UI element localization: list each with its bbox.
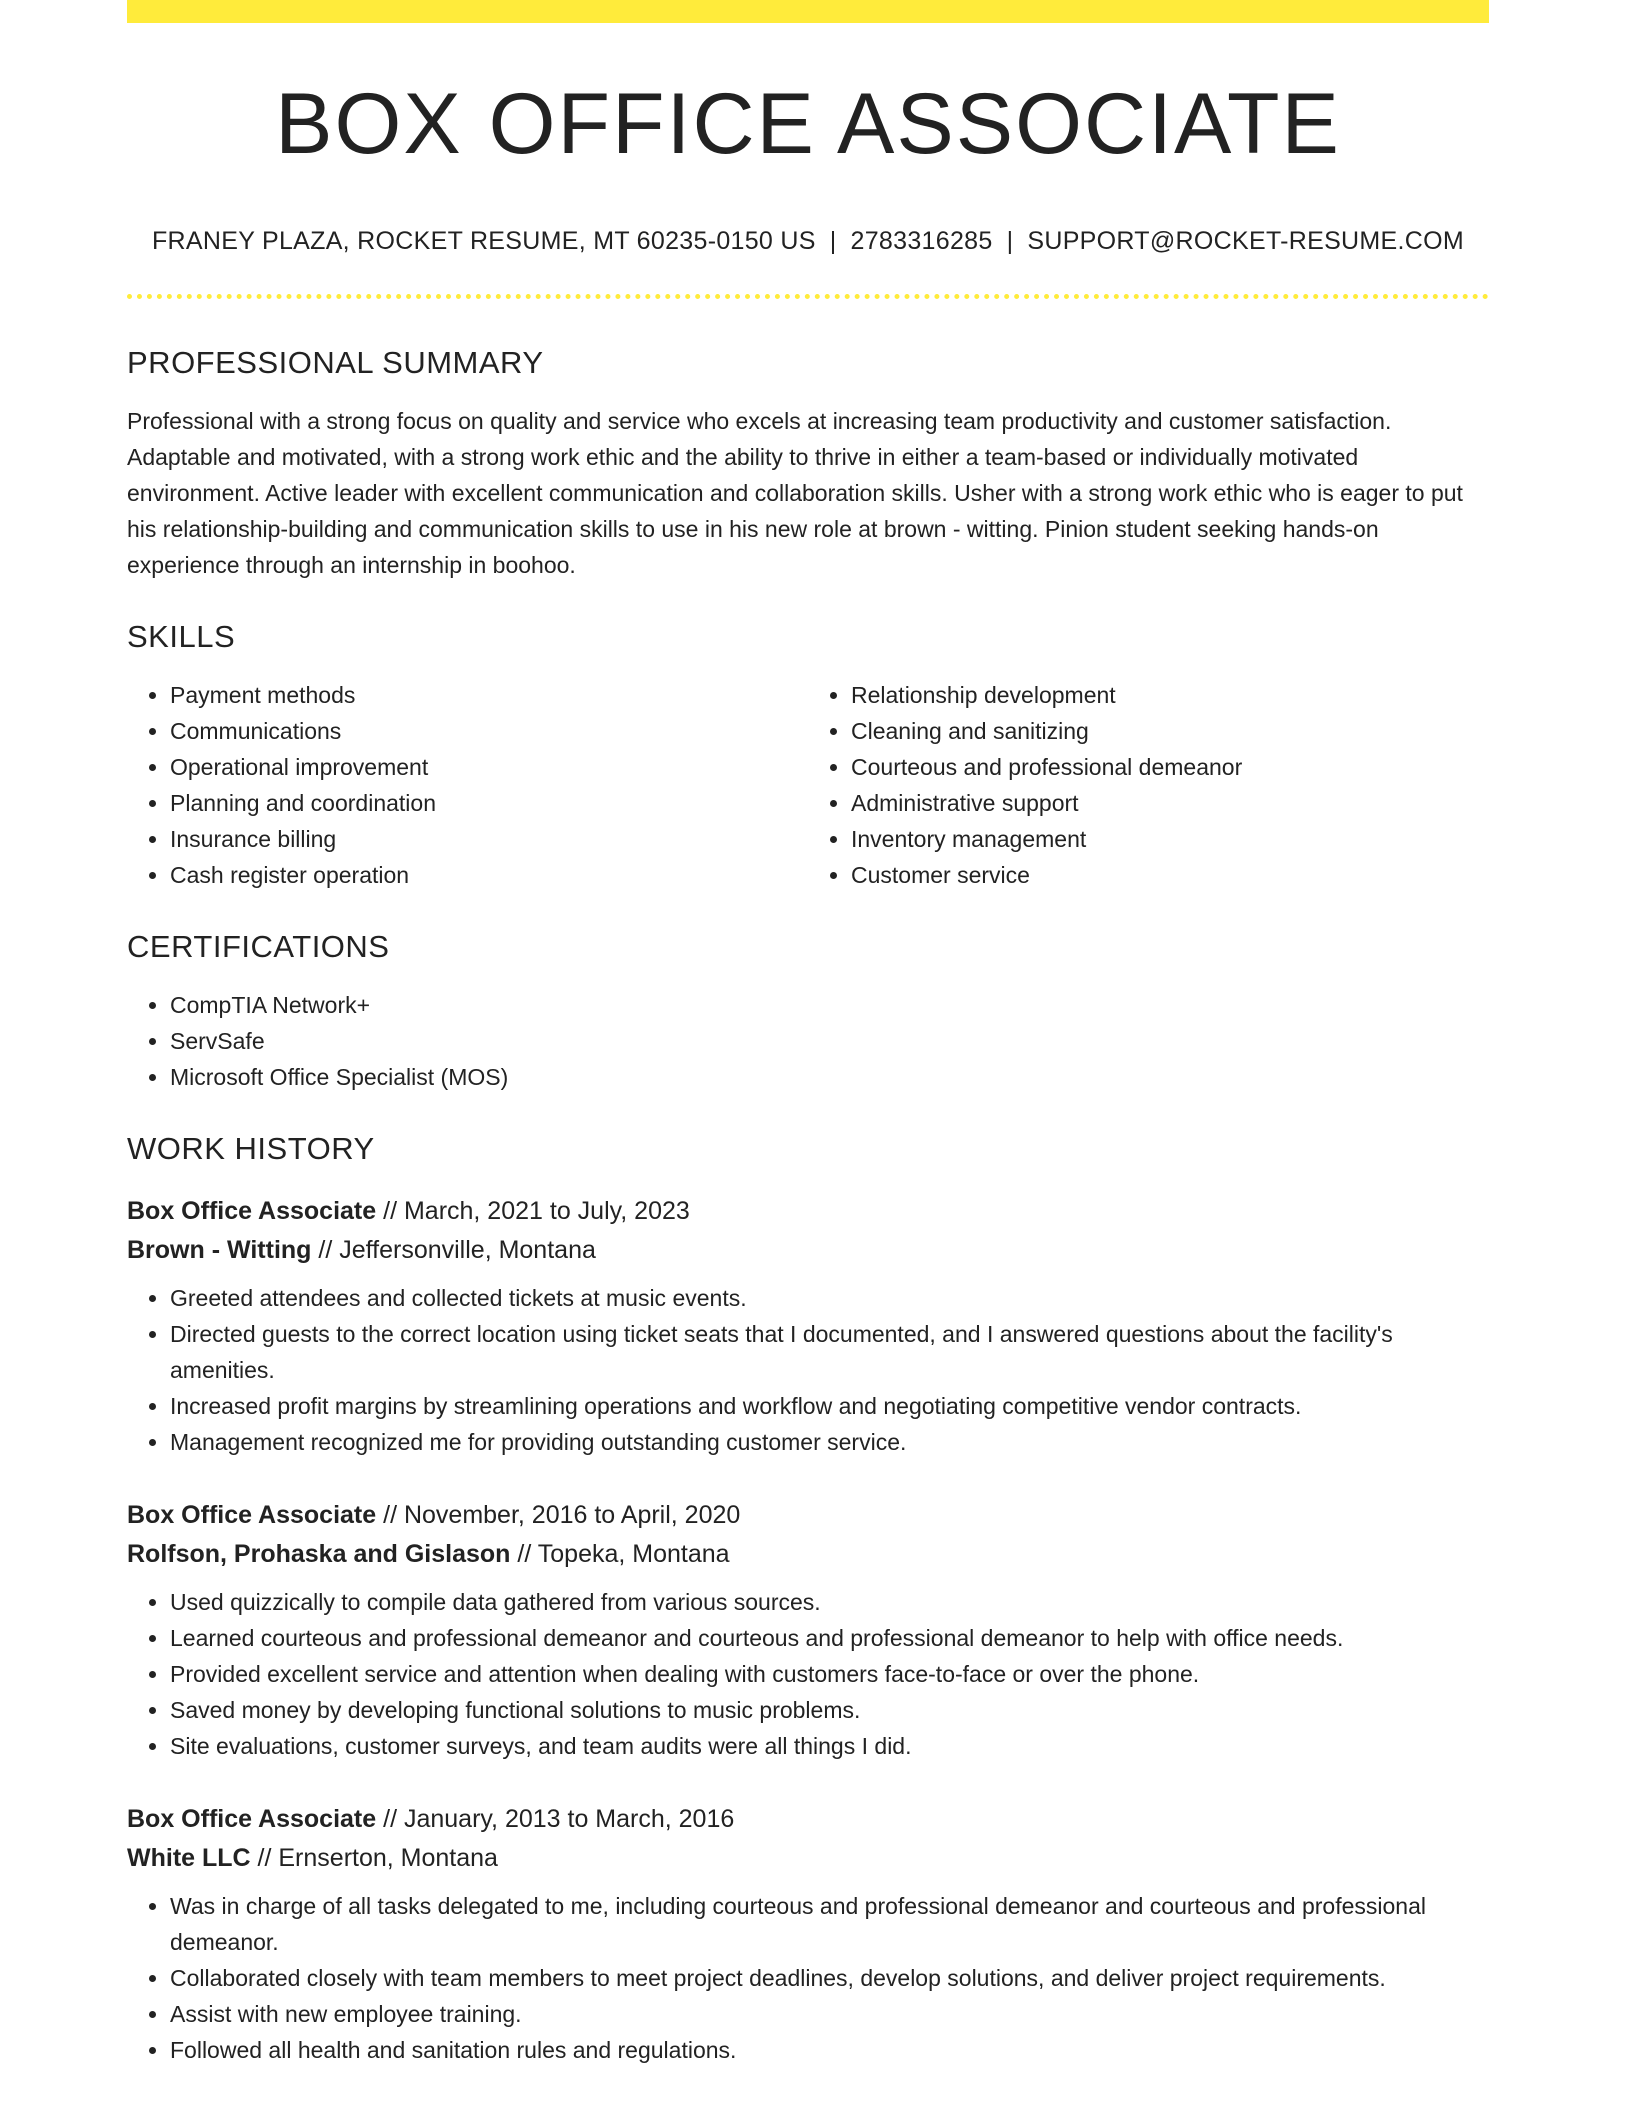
skill-item: • Payment methods	[170, 677, 808, 713]
skill-item: • Relationship development	[851, 677, 1489, 713]
skill-item: • Communications	[170, 713, 808, 749]
skills-list-left	[127, 677, 808, 893]
job-bullets	[127, 1584, 1489, 1764]
skill-item: • Inventory management	[851, 821, 1489, 857]
summary-heading: PROFESSIONAL SUMMARY	[127, 345, 544, 380]
job-bullet: • Greeted attendees and collected tickets at music events.	[170, 1280, 1489, 1316]
job-entry	[127, 1496, 1489, 1764]
job-company-line	[127, 1535, 1489, 1574]
certifications-heading: CERTIFICATIONS	[127, 929, 390, 964]
resume-title: BOX OFFICE ASSOCIATE	[275, 76, 1341, 172]
job-bullet: • Management recognized me for providing outstanding customer service.	[170, 1424, 1489, 1460]
job-role: Box Office Associate	[127, 1501, 377, 1529]
skill-item: • Planning and coordination	[170, 785, 808, 821]
certifications-list	[127, 987, 1489, 1095]
job-bullet: • Saved money by developing functional solutions to music problems.	[170, 1692, 1489, 1728]
job-company: White LLC	[127, 1844, 251, 1872]
resume-page	[127, 0, 1489, 2068]
skill-item: • Insurance billing	[170, 821, 808, 857]
job-company-line	[127, 1839, 1489, 1878]
job-bullet: • Provided excellent service and attention when dealing with customers face-to-face or over the phone.	[170, 1656, 1489, 1692]
skills-list-right	[808, 677, 1489, 893]
job-company: Rolfson, Prohaska and Gislason	[127, 1540, 511, 1568]
contact-separator: |	[829, 227, 837, 255]
skills-heading: SKILLS	[127, 619, 236, 654]
contact-separator: |	[1006, 227, 1014, 255]
summary-text: Professional with a strong focus on quality and service who excels at increasing team productivity and customer satisfaction. Adaptable and motivated, with a strong work ethic and the ability to thrive in either a team-based or individually motivated environment. Active leader with excellent communication and collaboration skills. Usher with a strong work ethic who is eager to put his relationship-building and communication skills to use in his new role at brown - witting. Pinion student seeking hands-on experience through an internship in boohoo.	[127, 408, 1463, 578]
job-entry	[127, 1192, 1489, 1460]
job-bullet: • Site evaluations, customer surveys, and team audits were all things I did.	[170, 1728, 1489, 1764]
contact-phone: 2783316285	[850, 227, 993, 255]
job-bullet: • Assist with new employee training.	[170, 1996, 1489, 2032]
job-bullet: • Followed all health and sanitation rules and regulations.	[170, 2032, 1489, 2068]
skill-item: • Cash register operation	[170, 857, 808, 893]
contact-address: FRANEY PLAZA, ROCKET RESUME, MT 60235-0150 US	[151, 227, 816, 255]
job-bullet: • Increased profit margins by streamlining operations and workflow and negotiating competitive vendor contracts.	[170, 1388, 1489, 1424]
skill-item: • Cleaning and sanitizing	[851, 713, 1489, 749]
job-role-line	[127, 1496, 1489, 1535]
top-accent-bar	[127, 0, 1489, 23]
job-bullet: • Collaborated closely with team members to meet project deadlines, develop solutions, and deliver project requirements.	[170, 1960, 1489, 1996]
job-company-line	[127, 1231, 1489, 1270]
certification-item: • Microsoft Office Specialist (MOS)	[170, 1059, 1489, 1095]
contact-email: SUPPORT@ROCKET-RESUME.COM	[1027, 227, 1464, 255]
job-role: Box Office Associate	[127, 1197, 377, 1225]
job-bullets	[127, 1280, 1489, 1460]
job-dates: // January, 2013 to March, 2016	[383, 1805, 735, 1833]
work-history-heading: WORK HISTORY	[127, 1131, 375, 1166]
job-role: Box Office Associate	[127, 1805, 377, 1833]
job-dates: // November, 2016 to April, 2020	[383, 1501, 741, 1529]
certification-item: • ServSafe	[170, 1023, 1489, 1059]
job-role-line	[127, 1800, 1489, 1839]
job-dates: // March, 2021 to July, 2023	[383, 1197, 690, 1225]
job-location: // Topeka, Montana	[517, 1540, 730, 1568]
job-location: // Jeffersonville, Montana	[318, 1236, 596, 1264]
skill-item: • Courteous and professional demeanor	[851, 749, 1489, 785]
job-bullet: • Directed guests to the correct location using ticket seats that I documented, and I answered questions about the facility's amenities.	[170, 1316, 1489, 1388]
job-bullets	[127, 1888, 1489, 2068]
certification-item: • CompTIA Network+	[170, 987, 1489, 1023]
skill-item: • Customer service	[851, 857, 1489, 893]
job-entry	[127, 1800, 1489, 2068]
job-company: Brown - Witting	[127, 1236, 312, 1264]
skill-item: • Operational improvement	[170, 749, 808, 785]
contact-line	[127, 229, 1489, 254]
skills-columns	[127, 677, 1489, 893]
job-bullet: • Used quizzically to compile data gathered from various sources.	[170, 1584, 1489, 1620]
skill-item: • Administrative support	[851, 785, 1489, 821]
job-location: // Ernserton, Montana	[257, 1844, 498, 1872]
dotted-divider	[127, 294, 1489, 299]
job-bullet: • Was in charge of all tasks delegated to me, including courteous and professional demeanor and courteous and professional demeanor.	[170, 1888, 1489, 1960]
job-role-line	[127, 1192, 1489, 1231]
job-bullet: • Learned courteous and professional demeanor and courteous and professional demeanor to help with office needs.	[170, 1620, 1489, 1656]
